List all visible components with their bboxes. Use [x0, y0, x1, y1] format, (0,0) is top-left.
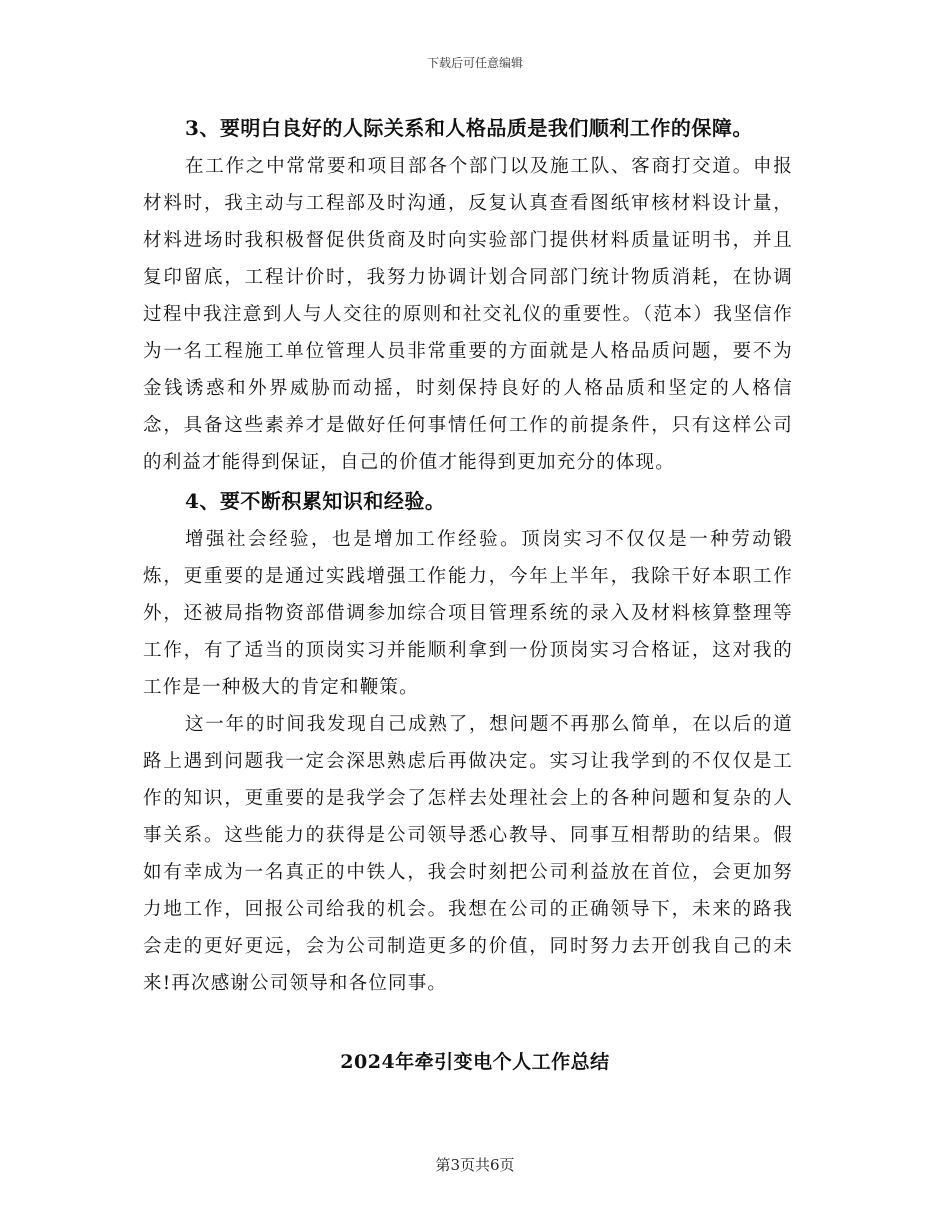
- paragraph-5: 这一年的时间我发现自己成熟了，想问题不再那么简单，在以后的道路上遇到问题我一定会深思熟虑后再做决定。实习让我学到的不仅仅是工作的知识，更重要的是我学会了怎样去处理社会上的各种问题和复杂的人事关系。这些能力的获得是公司领导悉心教导、同事互相帮助的结果。假如有幸成为一名真正的中铁人，我会时刻把公司利益放在首位，会更加努力地工作，回报公司给我的机会。我想在公司的正确领导下，未来的路我会走的更好更远，会为公司制造更多的价值，同时努力去开创我自己的未来!再次感谢公司领导和各位同事。: [143, 714, 793, 994]
- section-heading-3: 3、要明白良好的人际关系和人格品质是我们顺利工作的保障。: [185, 116, 753, 140]
- section-heading-4: 4、要不断积累知识和经验。: [185, 489, 446, 513]
- document-body: [143, 108, 793, 1002]
- document-title: 2024年牵引变电个人工作总结: [340, 1051, 610, 1073]
- paragraph-4: 增强社会经验，也是增加工作经验。顶岗实习不仅仅是一种劳动锻炼，更重要的是通过实践增强工作能力，今年上半年，我除干好本职工作外，还被局指物资部借调参加综合项目管理系统的录入及材料核算整理等工作，有了适当的顶岗实习并能顺利拿到一份顶岗实习合格证，这对我的工作是一种极大的肯定和鞭策。: [143, 529, 793, 698]
- paragraph-3: 在工作之中常常要和项目部各个部门以及施工队、客商打交道。申报材料时，我主动与工程部及时沟通，反复认真查看图纸审核材料设计量，材料进场时我积极督促供货商及时向实验部门提供材料质量证明书，并且复印留底，工程计价时，我努力协调计划合同部门统计物质消耗，在协调过程中我注意到人与人交往的原则和社交礼仪的重要性。（范本）我坚信作为一名工程施工单位管理人员非常重要的方面就是人格品质问题，要不为金钱诱惑和外界威胁而动摇，时刻保持良好的人格品质和坚定的人格信念，具备这些素养才是做好任何事情任何工作的前提条件，只有这样公司的利益才能得到保证，自己的价值才能得到更加充分的体现。: [143, 156, 793, 473]
- page-header: 下载后可任意编辑: [426, 56, 523, 70]
- page-footer: 第3页共6页: [435, 1156, 515, 1174]
